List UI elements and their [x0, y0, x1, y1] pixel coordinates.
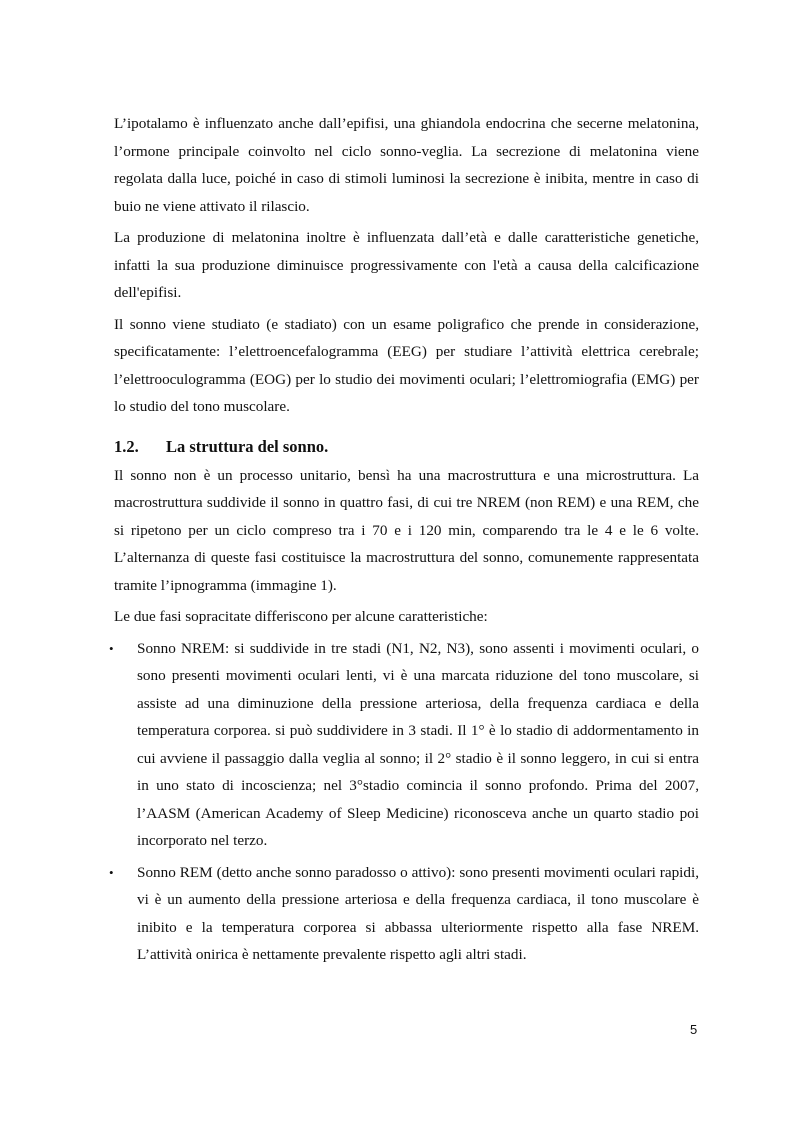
paragraph-fasi-intro: Le due fasi sopracitate differiscono per alcune caratteristiche:	[114, 608, 488, 625]
section-number: 1.2.	[114, 436, 139, 456]
bullet-icon: •	[109, 864, 114, 880]
bullet-icon: •	[109, 640, 114, 656]
paragraph-macrostruttura: Il sonno non è un processo unitario, bensì ha una macrostruttura e una microstruttura. La macrostruttura suddivide il sonno in quattro fasi, di cui tre NREM (non REM) e una REM, che si ripetono per un ciclo compreso tra i 70 e i 120 min, comparendo tra le 4 e le 6 volte. L’alternanza di queste fasi costituisce la macrostruttura del sonno, comunemente rappresentata tramite l’ipnogramma (immagine 1).	[114, 466, 699, 594]
phase-list	[109, 635, 699, 969]
paragraph-melatonina: La produzione di melatonina inoltre è influenzata dall’età e dalle caratteristiche genetiche, infatti la sua produzione diminuisce progressivamente con l'età a causa della calcificazione dell'epifisi.	[114, 229, 699, 301]
list-item-text: Sonno REM (detto anche sonno paradosso o attivo): sono presenti movimenti oculari rapidi, vi è un aumento della pressione arteriosa e della frequenza cardiaca, il tono muscolare è inibito e la temperatura corporea si abbassa ulteriormente rispetto alla fase NREM. L’attività onirica è nettamente prevalente rispetto agli altri stadi.	[137, 863, 699, 963]
paragraph-poligrafico: Il sonno viene studiato (e stadiato) con un esame poligrafico che prende in considerazione, specificatamente: l’elettroencefalogramma (EEG) per studiare l’attività elettrica cerebrale; l’elettrooculogramma (EOG) per lo studio dei movimenti oculari; l’elettromiografia (EMG) per lo studio del tono muscolare.	[114, 315, 699, 415]
list-item-text: Sonno NREM: si suddivide in tre stadi (N1, N2, N3), sono assenti i movimenti oculari, o sono presenti movimenti oculari lenti, vi è una marcata riduzione del tono muscolare, si assiste ad una diminuzione della pressione arteriosa, della frequenza cardiaca e della temperatura corporea. si può suddividere in 3 stadi. Il 1° è lo stadio di addormentamento in cui avviene il passaggio dalla veglia al sonno; il 2° stadio è il sonno leggero, in cui si entra in uno stato di incoscienza; nel 3°stadio comincia il sonno profondo. Prima del 2007, l’AASM (American Academy of Sleep Medicine) riconosceva anche un quarto stadio poi incorporato nel terzo.	[137, 639, 699, 849]
list-item-nrem	[109, 635, 699, 855]
paragraph-epifisi: L’ipotalamo è influenzato anche dall’epifisi, una ghiandola endocrina che secerne melatonina, l’ormone principale coinvolto nel ciclo sonno-veglia. La secrezione di melatonina viene regolata dalla luce, poiché in caso di stimoli luminosi la secrezione è inibita, mentre in caso di buio ne viene attivato il rilascio.	[114, 115, 699, 215]
page-body	[109, 110, 699, 973]
page-number: 5	[690, 1022, 698, 1037]
list-item-rem	[109, 859, 699, 969]
section-title: La struttura del sonno.	[166, 436, 329, 456]
section-heading	[114, 435, 699, 459]
